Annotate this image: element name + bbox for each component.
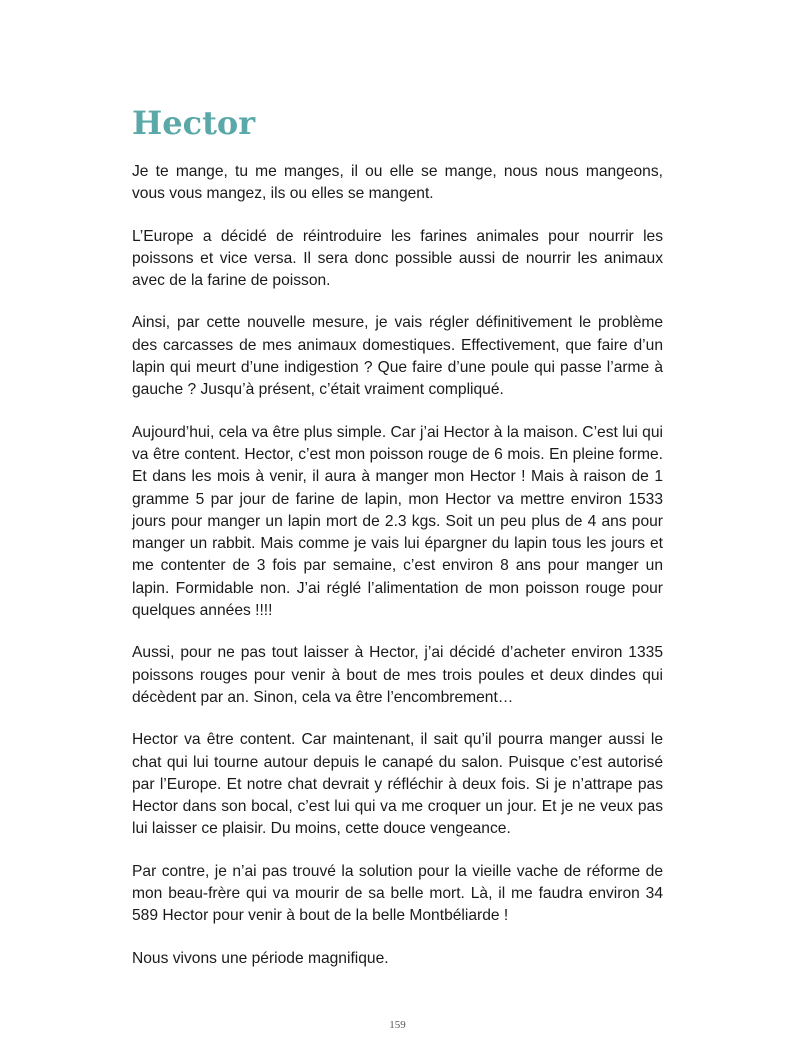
paragraph: Ainsi, par cette nouvelle mesure, je vais régler définitivement le problème des carcasses de mes animaux domestiques. Effectivement, que faire d’un lapin qui meurt d’une indigestion ? Que faire d’une poule qui passe l’arme à gauche ? Jusqu’à présent, c’était vraiment compliqué.	[132, 314, 663, 399]
paragraph: Aujourd’hui, cela va être plus simple. Car j’ai Hector à la maison. C’est lui qui va être content. Hector, c’est mon poisson rouge de 6 mois. En pleine forme. Et dans les mois à venir, il aura à manger mon Hector ! Mais à raison de 1 gramme 5 par jour de farine de lapin, mon Hector va mettre environ 1533 jours pour manger un lapin mort de 2.3 kgs. Soit un peu plus de 4 ans pour manger un rabbit. Mais comme je vais lui épargner du lapin tous les jours et me contenter de 3 fois par semaine, c’est environ 8 ans pour manger un lapin. Formidable non. J’ai réglé l’alimentation de mon poisson rouge pour quelques années !!!!	[132, 423, 663, 620]
body-text	[132, 161, 663, 990]
paragraph: Nous vivons une période magnifique.	[132, 949, 389, 967]
paragraph: L’Europe a décidé de réintroduire les farines animales pour nourrir les poissons et vice versa. Il sera donc possible aussi de nourrir les animaux avec de la farine de poisson.	[132, 227, 663, 290]
paragraph: Aussi, pour ne pas tout laisser à Hector, j’ai décidé d’acheter environ 1335 poissons rouges pour venir à bout de mes trois poules et deux dindes qui décèdent par an. Sinon, cela va être l’encombrement…	[132, 644, 663, 706]
page-number: 159	[389, 1019, 406, 1031]
page-title: Hector	[132, 104, 256, 142]
paragraph: Par contre, je n’ai pas trouvé la solution pour la vieille vache de réforme de mon beau-frère qui va mourir de sa belle mort. Là, il me faudra environ 34 589 Hector pour venir à bout de la belle Montbéliarde !	[132, 862, 663, 925]
paragraph: Je te mange, tu me manges, il ou elle se mange, nous nous mangeons, vous vous mangez, ils ou elles se mangent.	[132, 163, 663, 203]
paragraph: Hector va être content. Car maintenant, il sait qu’il pourra manger aussi le chat qui lui tourne autour depuis le canapé du salon. Puisque c’est autorisé par l’Europe. Et notre chat devrait y réfléchir à deux fois. Si je n’attrape pas Hector dans son bocal, c’est lui qui va me croquer un jour. Et je ne veux pas lui laisser ce plaisir. Du moins, cette douce vengeance.	[132, 731, 663, 838]
